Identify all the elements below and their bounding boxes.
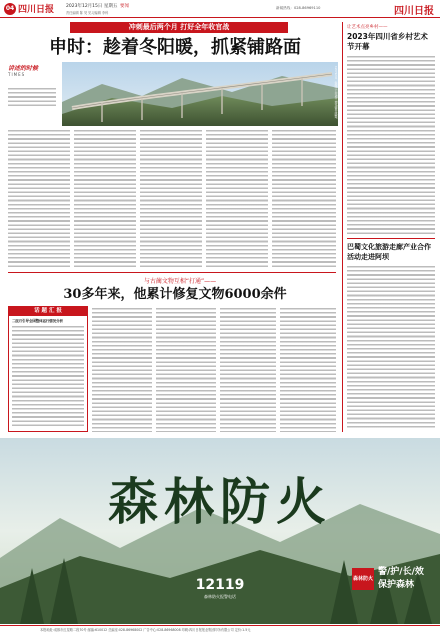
lead-body-col-5 xyxy=(272,130,336,268)
topic-box-body xyxy=(12,326,84,426)
hotline-badge xyxy=(188,576,252,614)
hotline-number: 12119 xyxy=(195,577,245,593)
slogan-line-2: 保护森林 xyxy=(378,580,415,590)
masthead xyxy=(0,0,440,18)
topic-box-label: 话 题 汇 报 xyxy=(9,307,87,316)
right-phone: 新闻热线：028-86969110 xyxy=(276,6,321,10)
topic-box xyxy=(8,306,88,432)
lead-kicker: 冲刺最后两个月 打好全年收官战 xyxy=(70,22,288,33)
times-logo-title: 讲述的时候 xyxy=(8,65,39,72)
times-logo-sub: TIMES xyxy=(8,72,26,77)
slogan-tag: 森林防火 xyxy=(352,568,374,590)
section-label: 要闻 xyxy=(120,4,129,9)
right-title: 2023年四川省乡村艺术节开幕 xyxy=(347,32,428,51)
topic-box-title: 二医月引导全国整体运行情况分析 xyxy=(12,319,63,323)
page-number-badge: 04 xyxy=(4,3,16,15)
second-headline: 30多年来，他累计修复文物6000余件 xyxy=(63,287,287,302)
slogan-line-1: 警/护/长/效 xyxy=(378,567,424,577)
lead-body-col-4 xyxy=(206,130,268,268)
second-kicker: 与古蔺文物互相“打通”—— xyxy=(143,278,217,285)
right-paper-name: 四川日报 xyxy=(394,6,434,17)
lead-body-col-2 xyxy=(74,130,136,268)
lead-byline xyxy=(8,88,56,106)
hotline-label: 森林防火报警电话 xyxy=(204,594,236,599)
forest-fire-title: 森林防火 xyxy=(108,472,332,531)
right-column-rule xyxy=(342,22,343,432)
footer: 本报地址:成都市红星路二段70号 邮编:610012 总编室:028-86968002 广告中心:028-86968008 印刷:四川日报报业集团印务有限公司 定价:1.5元 xyxy=(0,625,440,635)
second-body-col-4 xyxy=(280,308,336,432)
lead-headline: 申时：趁着冬阳暖，抓紧铺路面 xyxy=(49,37,301,58)
second-body-col-2 xyxy=(156,308,216,432)
editor-line: 责任编辑 陈 昊 见习编辑 李科 xyxy=(66,11,109,15)
right-body-2 xyxy=(347,266,435,430)
right-body-1 xyxy=(347,56,435,234)
lead-body-col-1 xyxy=(8,130,70,268)
second-body-col-1 xyxy=(92,308,152,432)
lead-body-col-3 xyxy=(140,130,202,268)
date-line: 2023年12月15日 星期五 xyxy=(66,4,118,9)
lead-photo-caption: 12月12日，铁路工人在施工现场铺设路面。 xyxy=(334,66,338,121)
right-title-2: 巴蜀文化旅游走廊产业合作活动走进阿坝 xyxy=(347,243,431,261)
lead-photo xyxy=(62,62,338,126)
second-body-col-3 xyxy=(220,308,276,432)
paper-name: 四川日报 xyxy=(18,5,55,15)
right-kicker: 让艺术点亮乡村—— xyxy=(347,25,388,30)
times-logo xyxy=(8,63,56,87)
right-rule xyxy=(347,238,435,239)
mid-rule xyxy=(8,272,336,273)
